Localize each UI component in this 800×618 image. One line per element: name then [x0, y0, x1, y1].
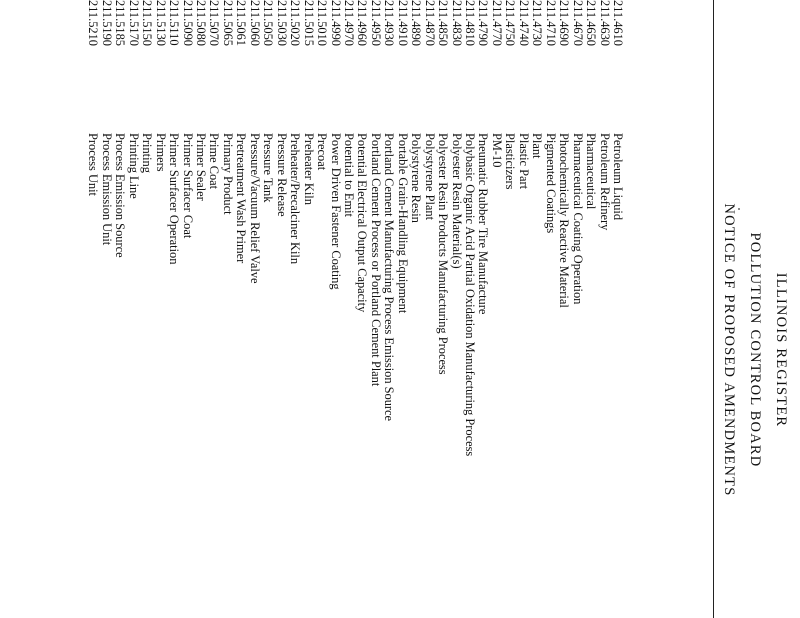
section-number: 211.5020	[288, 0, 303, 47]
section-number: 211.5110	[167, 0, 182, 46]
defined-term: Primer Surfacer Coat	[180, 133, 195, 239]
section-number: 211.5060	[247, 0, 262, 47]
defined-term: Plant	[530, 133, 545, 159]
defined-term: Primer Surfacer Operation	[167, 133, 182, 265]
list-item	[329, 0, 342, 618]
section-number: 211.5065	[220, 0, 235, 47]
defined-term: Pharmaceutical	[584, 133, 599, 210]
defined-term: Pigmented Coatings	[543, 133, 558, 234]
section-number: 211.5030	[274, 0, 289, 47]
section-number: 211.4830	[449, 0, 464, 47]
defined-term: Petroleum Liquid	[611, 133, 625, 221]
list-item	[167, 0, 180, 618]
defined-term: Process Unit	[86, 133, 101, 196]
list-item	[450, 0, 463, 618]
list-item	[598, 0, 611, 618]
scan-speck	[738, 208, 740, 210]
defined-term: Pressure/Vacuum Relief Valve	[247, 133, 262, 284]
list-item	[234, 0, 247, 618]
list-item	[154, 0, 167, 618]
list-item	[100, 0, 113, 618]
list-item	[557, 0, 570, 618]
list-item	[423, 0, 436, 618]
list-item	[288, 0, 301, 618]
defined-term: Primary Product	[220, 133, 235, 215]
section-number: 211.4870	[422, 0, 437, 47]
list-item	[86, 0, 99, 618]
defined-term: Preheater Kiln	[301, 133, 316, 205]
list-item	[194, 0, 207, 618]
list-item	[503, 0, 516, 618]
list-item	[369, 0, 382, 618]
list-item	[409, 0, 422, 618]
list-item	[140, 0, 153, 618]
section-number: 211.5210	[86, 0, 101, 47]
section-number: 211.4690	[557, 0, 572, 47]
list-item	[261, 0, 274, 618]
defined-term: Plasticizers	[503, 133, 518, 190]
defined-term: Polybasic Organic Acid Partial Oxidation Manufacturing Process	[463, 133, 478, 457]
defined-term: Pretreatment Wash Primer	[234, 133, 249, 264]
section-number: 211.4950	[368, 0, 383, 47]
section-number: 211.5170	[126, 0, 141, 47]
list-item	[490, 0, 503, 618]
section-number: 211.4770	[489, 0, 504, 47]
section-number: 211.5190	[99, 0, 114, 47]
section-number: 211.5080	[194, 0, 209, 47]
section-number: 211.5185	[113, 0, 128, 47]
section-number: 211.5130	[153, 0, 168, 47]
list-item	[544, 0, 557, 618]
defined-term: Pressure Tank	[261, 133, 276, 203]
list-item	[275, 0, 288, 618]
section-number: 211.5090	[180, 0, 195, 47]
list-item	[248, 0, 261, 618]
section-number: 211.5015	[301, 0, 316, 47]
section-number: 211.4970	[342, 0, 356, 47]
defined-term: Potential to Emit	[342, 133, 356, 217]
defined-term: Preheater/Precalciner Kiln	[288, 133, 303, 265]
defined-term: Petroleum Refinery	[597, 133, 612, 231]
section-number: 211.4930	[382, 0, 397, 47]
list-item	[611, 0, 624, 618]
list-item	[584, 0, 597, 618]
section-number: 211.4750	[503, 0, 518, 47]
defined-term: Pressure Release	[274, 133, 289, 217]
defined-term: Polystyrene Resin	[409, 133, 424, 223]
list-item	[221, 0, 234, 618]
defined-term: Potential Electrical Output Capacity	[355, 133, 370, 313]
board-title: POLLUTION CONTROL BOARD	[747, 232, 763, 468]
register-title: ILLINOIS REGISTER	[773, 272, 789, 428]
defined-term: Process Emission Unit	[99, 133, 114, 246]
section-number: 211.4890	[409, 0, 424, 47]
list-item	[181, 0, 194, 618]
section-number: 211.4790	[476, 0, 491, 47]
list-item	[355, 0, 368, 618]
section-number: 211.4910	[395, 0, 410, 47]
list-item	[477, 0, 490, 618]
defined-term: Primer Sealer	[194, 133, 209, 201]
defined-term: PM-10	[489, 133, 504, 168]
section-number: 211.4670	[570, 0, 585, 47]
defined-term: Portland Cement Manufacturing Process Emission Source	[382, 133, 397, 422]
section-number: 211.4850	[436, 0, 451, 47]
list-item	[517, 0, 530, 618]
defined-term: Pneumatic Rubber Tire Manufacture	[476, 133, 491, 315]
section-number: 211.5061	[234, 0, 249, 47]
section-number: 211.5010	[315, 0, 330, 47]
list-item	[436, 0, 449, 618]
list-item	[127, 0, 140, 618]
defined-term: Prime Coat	[207, 133, 222, 190]
defined-term: Pharmaceutical Coating Operation	[570, 133, 585, 305]
section-number: 211.5070	[207, 0, 222, 47]
defined-term: Polystyrene Plant	[422, 133, 437, 221]
list-item	[113, 0, 126, 618]
list-item	[382, 0, 395, 618]
section-number: 211.4650	[584, 0, 599, 47]
defined-term: Process Emission Source	[113, 133, 128, 258]
notice-title: NOTICE OF PROPOSED AMENDMENTS	[721, 203, 737, 497]
defined-term: Photochemically Reactive Material	[557, 133, 572, 308]
list-item	[571, 0, 584, 618]
defined-term: Precoat	[315, 133, 330, 171]
section-number: 211.4710	[543, 0, 558, 47]
section-number: 211.4810	[463, 0, 478, 47]
defined-term: Polyester Resin Material(s)	[449, 133, 464, 269]
list-item	[396, 0, 409, 618]
section-number: 211.4990	[328, 0, 343, 47]
list-item	[315, 0, 328, 618]
defined-term: Portable Grain-Handling Equipment	[395, 133, 410, 314]
defined-term: Portland Cement Process or Portland Cement Plant	[368, 133, 383, 387]
defined-term: Printing Line	[126, 133, 141, 199]
section-number: 211.5150	[140, 0, 155, 47]
defined-term: Primers	[153, 133, 168, 172]
section-number: 211.4630	[597, 0, 612, 47]
section-number: 211.4730	[530, 0, 545, 47]
section-number: 211.4610	[611, 0, 625, 47]
defined-term: Power Driven Fastener Coating	[328, 133, 343, 290]
list-item	[530, 0, 543, 618]
list-item	[302, 0, 315, 618]
section-number: 211.4740	[516, 0, 531, 47]
section-number: 211.4960	[355, 0, 370, 47]
list-item	[463, 0, 476, 618]
list-item	[208, 0, 221, 618]
defined-term: Printing	[140, 133, 155, 173]
defined-term: Plastic Part	[516, 133, 531, 190]
section-number: 211.5050	[261, 0, 276, 47]
list-item	[342, 0, 355, 618]
defined-term: Polyester Resin Products Manufacturing Process	[436, 133, 451, 375]
